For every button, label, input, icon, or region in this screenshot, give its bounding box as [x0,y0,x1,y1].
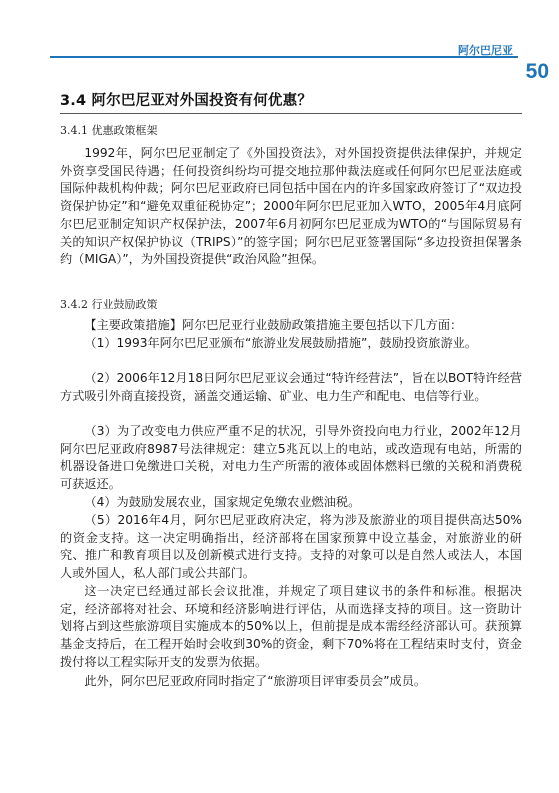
paragraph-item-7: 此外，阿尔巴尼亚政府同时指定了“旅游项目评审委员会”成员。 [84,674,427,688]
paragraph-item-1: （1）1993年阿尔巴尼亚颁布“旅游业发展鼓励措施”，鼓励投资旅游业。 [84,336,478,350]
subsection-heading-1: 3.4.1 优惠政策框架 [60,124,158,137]
section-title: 3.4 阿尔巴尼亚对外国投资有何优惠？ [60,93,313,109]
paragraph-policy-framework: 1992年，阿尔巴尼亚制定了《外国投资法》，对外国投资提供法律保护，并规定外资享受国民待遇；任何投资纠纷均可提交地拉那仲裁法庭或任何阿尔巴尼亚法庭或国际仲裁机构仲裁；阿尔巴尼亚政府已同包括中国在内的许多国家政府签订了“双边投资保护协定”和“避免双重征税协定”；2000年阿尔巴尼亚加入WTO，2005年4月底阿尔巴尼亚制定知识产权保护法，2007年6月初阿尔巴尼亚成为WTO的“与国际贸易有关的知识产权保护协议（TRIPS）”的签字国；阿尔巴尼亚签署国际“多边投资担保署条约（MIGA）”，为外国投资提供“政治风险”担保。 [60,146,522,267]
paragraph-item-5: （5）2016年4月，阿尔巴尼亚政府决定，将为涉及旅游业的项目提供高达50%的资金支持。这一决定明确指出，经济部将在国家预算中设立基金，对旅游业的研究、推广和教育项目以及创新模式进行支持。支持的对象可以是自然人或法人，本国人或外国人，私人部门或公共部门。 [60,513,522,581]
header-rule [50,56,518,58]
header-country-label: 阿尔巴尼亚 [458,44,513,57]
paragraph-item-6: 这一决定已经通过部长会议批准，并规定了项目建议书的条件和标准。根据决定，经济部将对社会、环境和经济影响进行评估，从而选择支持的项目。这一资助计划将占到这些旅游项目实施成本的50%以上，但前提是成本需经经济部认可。获预算基金支持后，在工程开始时会收到30%的资金，剩下70%将在工程结束时支付，资金拨付将以工程实际开支的发票为依据。 [60,584,522,669]
section-divider [60,113,522,114]
paragraph-item-3: （3）为了改变电力供应严重不足的状况，引导外资投向电力行业，2002年12月阿尔巴尼亚政府8987号法律规定：建立5兆瓦以上的电站，或改造现有电站，所需的机器设备进口免缴进口关税，对电力生产所需的液体或固体燃料已缴的关税和消费税可获返还。 [60,424,522,492]
paragraph-intro: 【主要政策措施】阿尔巴尼亚行业鼓励政策措施主要包括以下几方面： [84,318,463,332]
paragraph-item-2: （2）2006年12月18日阿尔巴尼亚议会通过“特许经营法”，旨在以BOT特许经营方式吸引外商直接投资，涵盖交通运输、矿业、电力生产和配电、电信等行业。 [60,371,522,403]
paragraph-item-4: （4）为鼓励发展农业，国家规定免缴农业燃油税。 [84,495,361,509]
subsection-heading-2: 3.4.2 行业鼓励政策 [60,298,158,311]
page-number: 50 [525,60,549,83]
